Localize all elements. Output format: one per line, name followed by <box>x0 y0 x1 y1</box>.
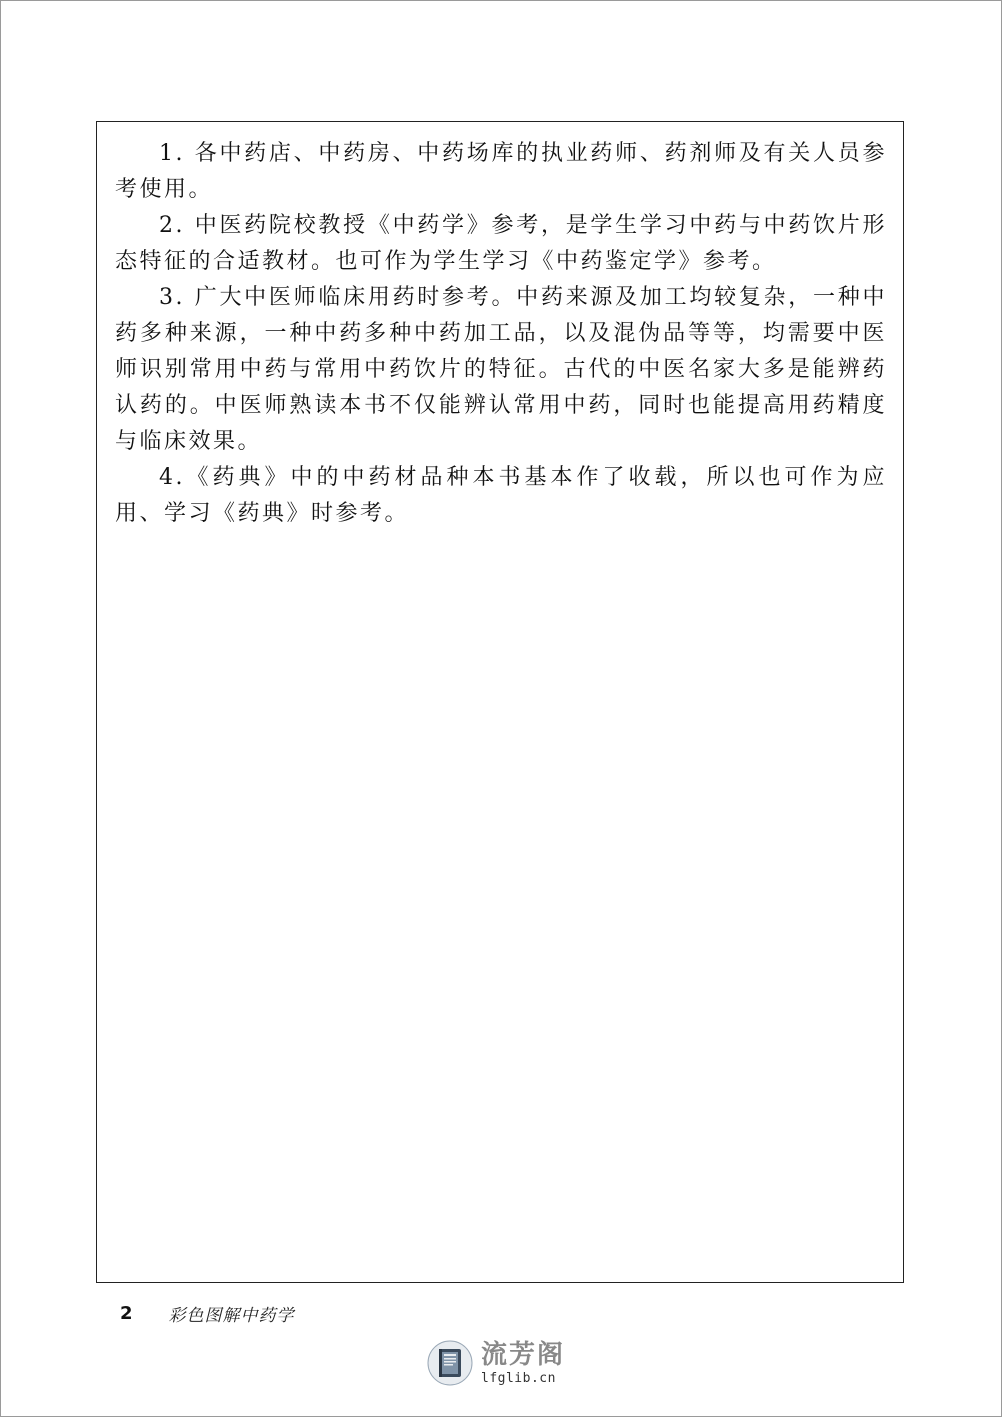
paragraph-3: 3. 广大中医师临床用药时参考。中药来源及加工均较复杂，一种中药多种来源，一种中药多种中药加工品，以及混伪品等等，均需要中医师识别常用中药与常用中药饮片的特征。古代的中医名家大多是能辨药认药的。中医师熟读本书不仅能辨认常用中药，同时也能提高用药精度与临床效果。 <box>115 285 887 454</box>
book-title: 彩色图解中药学 <box>168 1305 295 1326</box>
page-footer <box>120 1298 295 1328</box>
watermark-url: lfglib.cn <box>481 1370 556 1386</box>
page-number: 2 <box>120 1302 133 1324</box>
paragraph-1: 1. 各中药店、中药房、中药场库的执业药师、药剂师及有关人员参考使用。 <box>115 141 887 202</box>
watermark-name: 流芳阁 <box>481 1339 566 1370</box>
content-box <box>96 121 904 1283</box>
watermark-text <box>481 1339 566 1386</box>
paragraph-4: 4.《药典》中的中药材品种本书基本作了收载，所以也可作为应用、学习《药典》时参考。 <box>115 465 887 526</box>
text-area <box>115 136 887 532</box>
watermark <box>427 1336 577 1390</box>
paragraph-2: 2. 中医药院校教授《中药学》参考，是学生学习中药与中药饮片形态特征的合适教材。也可作为学生学习《中药鉴定学》参考。 <box>115 213 887 274</box>
book-icon <box>427 1340 473 1386</box>
